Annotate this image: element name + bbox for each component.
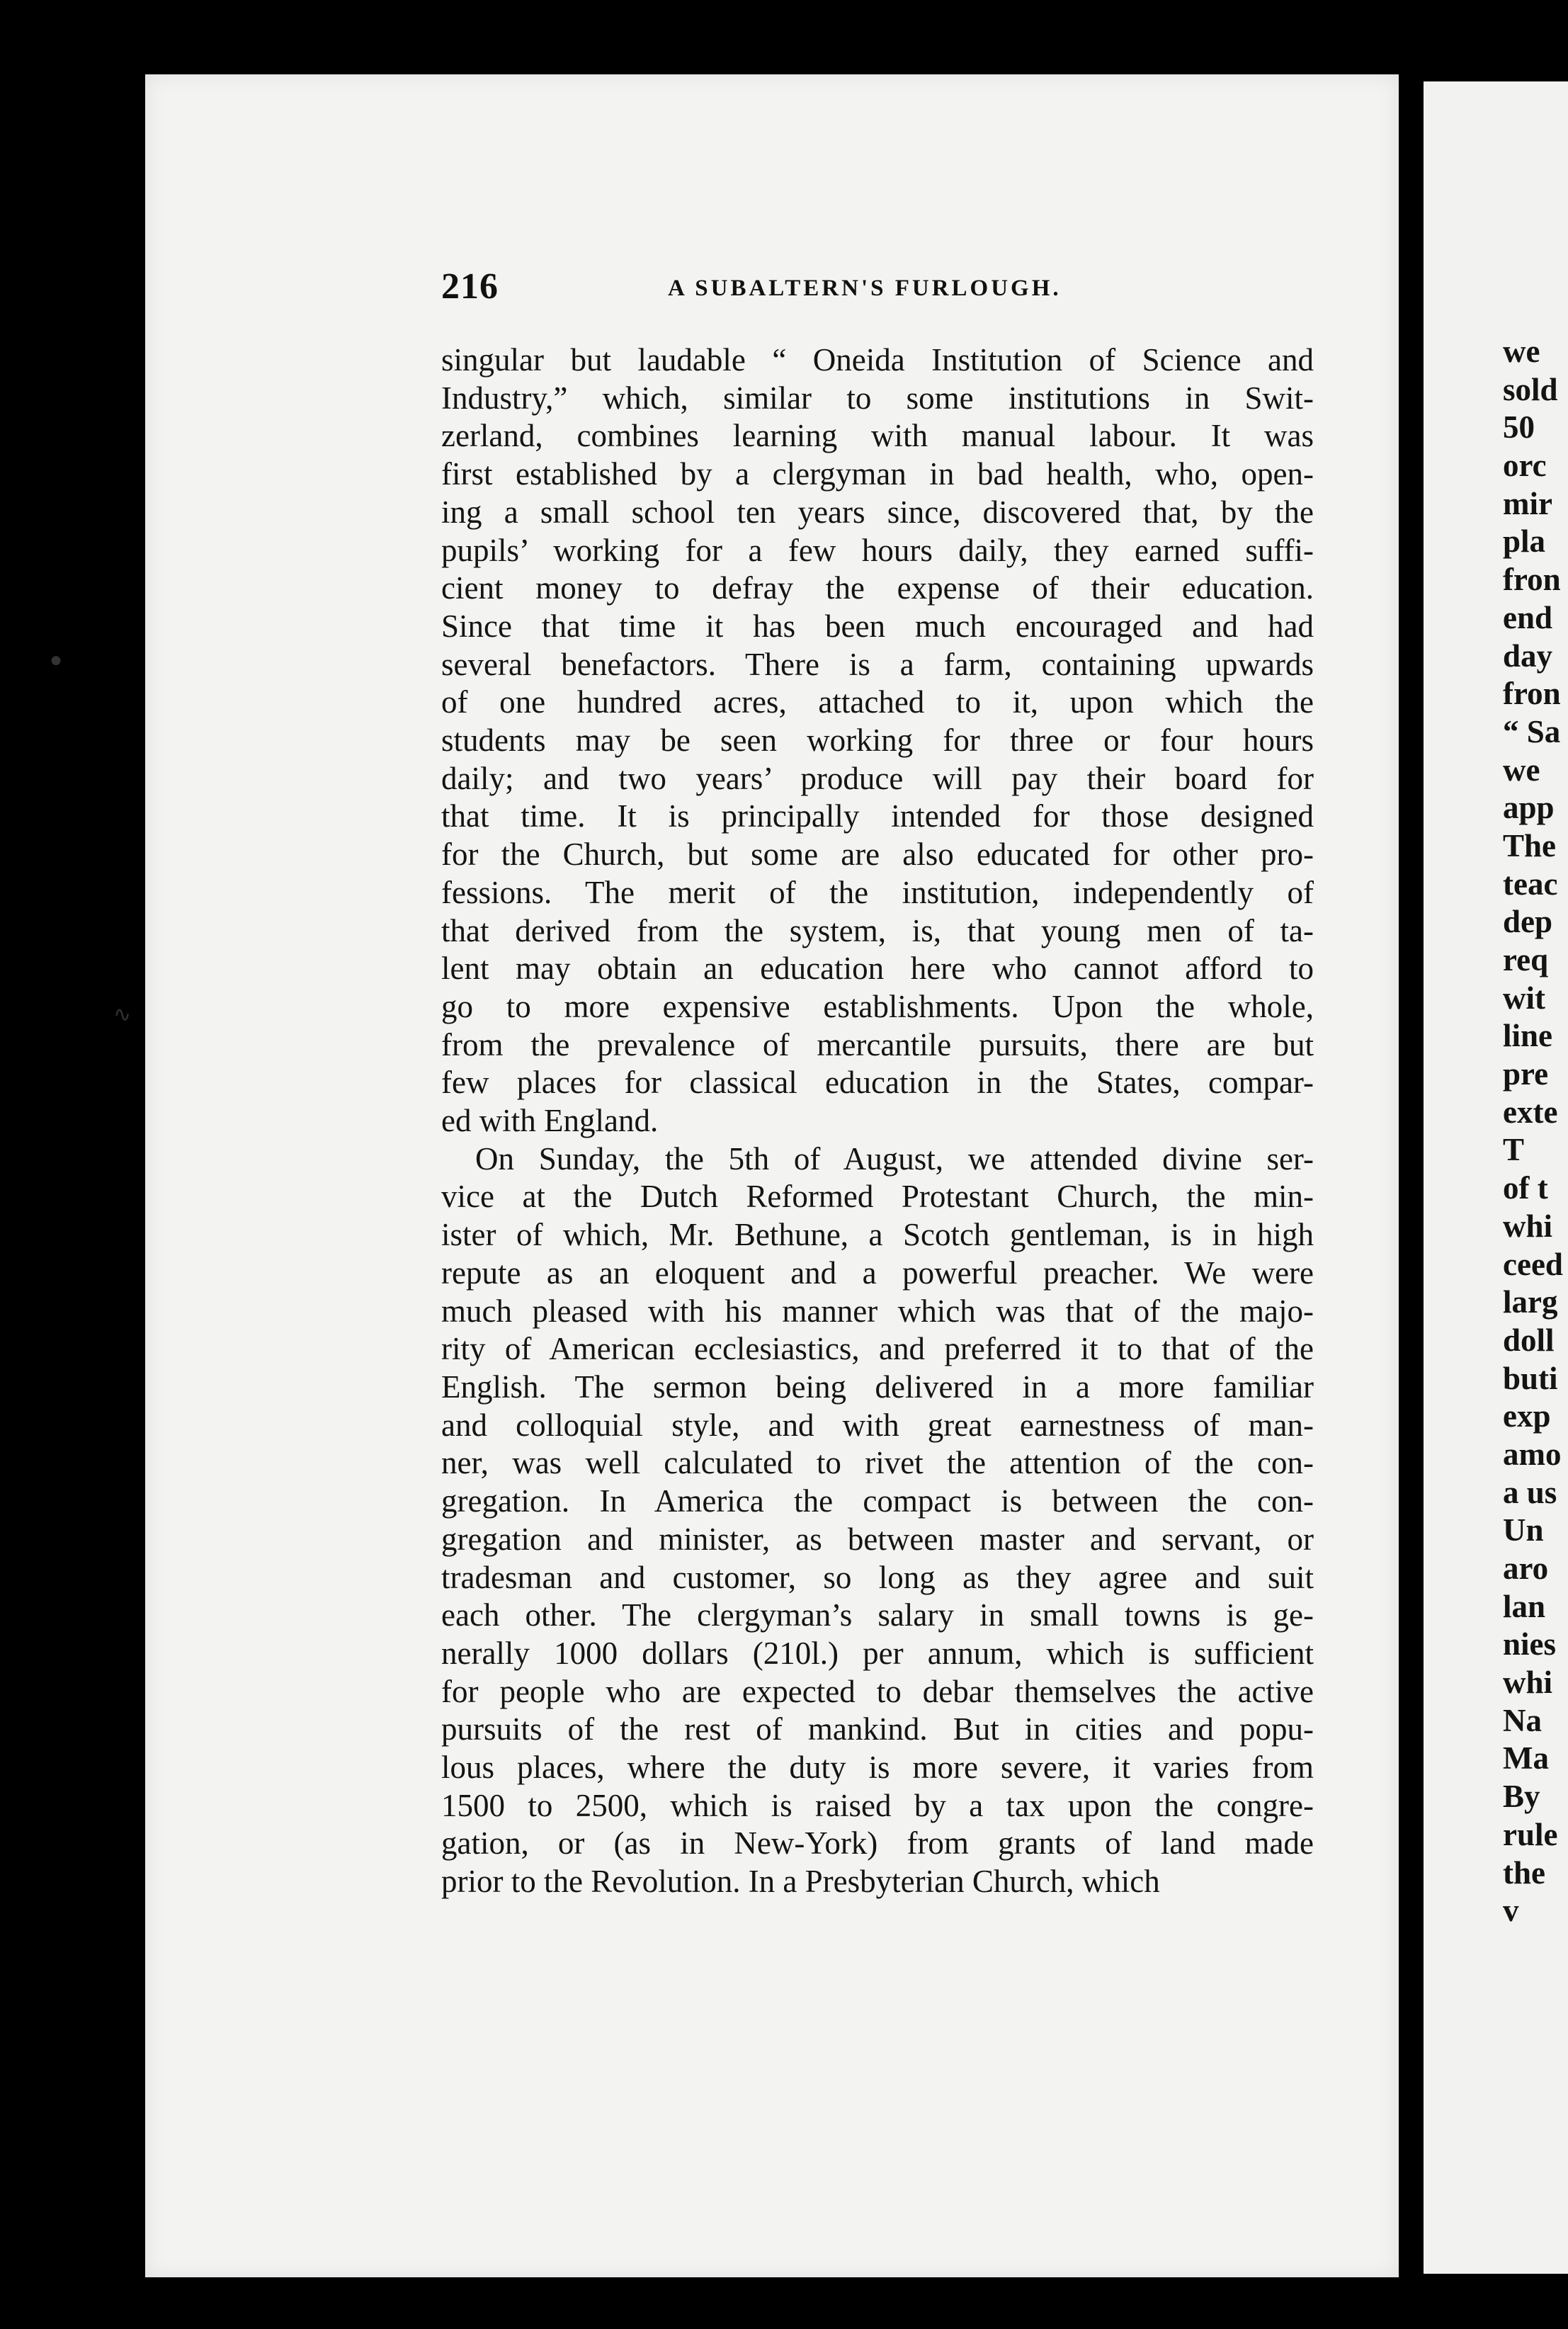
facing-fragment: Na <box>1503 1702 1542 1738</box>
text-line: gregation. In America the compact is between the con- <box>441 1483 1314 1519</box>
facing-fragment: pla <box>1503 523 1546 560</box>
text-line: and colloquial style, and with great earnestness of man- <box>441 1407 1314 1443</box>
facing-fragment: app <box>1503 790 1555 826</box>
text-line: each other. The clergyman’s salary in small towns is ge- <box>441 1597 1314 1633</box>
text-line: ing a small school ten years since, discovered that, by the <box>441 494 1314 530</box>
page-number: 216 <box>441 266 499 307</box>
facing-fragment: of t <box>1503 1170 1548 1206</box>
text-line: pupils’ working for a few hours daily, they earned suffi- <box>441 532 1314 568</box>
text-line: Industry,” which, similar to some institutions in Swit- <box>441 380 1314 416</box>
facing-fragment: req <box>1503 942 1549 978</box>
text-line: go to more expensive establishments. Upon the whole, <box>441 988 1314 1024</box>
facing-fragment: fron <box>1503 676 1561 712</box>
facing-fragment: “ Sa <box>1503 713 1561 749</box>
facing-fragment: whi <box>1503 1208 1553 1244</box>
text-line: gation, or (as in New-York) from grants of land made <box>441 1825 1314 1862</box>
text-line: tradesman and customer, so long as they agree and suit <box>441 1559 1314 1595</box>
text-line: several benefactors. There is a farm, containing upwards <box>441 646 1314 682</box>
running-head <box>441 266 1312 315</box>
text-line: ner, was well calculated to rivet the attention of the con- <box>441 1445 1314 1481</box>
facing-fragment: sold <box>1503 371 1558 407</box>
facing-fragment: amo <box>1503 1436 1562 1472</box>
facing-fragment: ceed <box>1503 1246 1563 1282</box>
facing-fragment: line <box>1503 1018 1553 1054</box>
text-line: that time. It is principally intended for those designed <box>441 798 1314 834</box>
facing-fragment: pre <box>1503 1056 1549 1092</box>
facing-fragment: fron <box>1503 562 1561 598</box>
running-title: A SUBALTERN'S FURLOUGH. <box>668 276 1062 301</box>
facing-fragment: aro <box>1503 1551 1549 1586</box>
text-line: of one hundred acres, attached to it, upon which the <box>441 684 1314 720</box>
text-line: that derived from the system, is, that young men of ta- <box>441 912 1314 948</box>
facing-fragment: exp <box>1503 1398 1551 1434</box>
text-line: prior to the Revolution. In a Presbyterian Church, which <box>441 1864 1160 1900</box>
text-line: zerland, combines learning with manual labour. It was <box>441 418 1314 454</box>
facing-fragment: end <box>1503 599 1553 635</box>
text-line: ed with England. <box>441 1103 659 1139</box>
facing-fragment: dep <box>1503 904 1553 940</box>
facing-fragment: the <box>1503 1854 1545 1891</box>
text-line: repute as an eloquent and a powerful preacher. We were <box>441 1254 1314 1291</box>
text-line: nerally 1000 dollars (210l.) per annum, which is sufficient <box>441 1635 1314 1671</box>
text-line: On Sunday, the 5th of August, we attended divine ser- <box>475 1140 1314 1177</box>
facing-fragment: The <box>1503 827 1557 863</box>
text-line: 1500 to 2500, which is raised by a tax upon the congre- <box>441 1787 1314 1823</box>
text-line: rity of American ecclesiastics, and preferred it to that of the <box>441 1331 1314 1367</box>
text-line: first established by a clergyman in bad health, who, open- <box>441 456 1314 492</box>
text-line: English. The sermon being delivered in a more familiar <box>441 1368 1314 1405</box>
text-line: fessions. The merit of the institution, independently of <box>441 874 1314 910</box>
facing-fragment: a us <box>1503 1474 1557 1510</box>
paragraph-1 <box>441 341 1314 1140</box>
text-line: students may be seen working for three or four hours <box>441 722 1314 759</box>
text-line: lent may obtain an education here who cannot afford to <box>441 951 1314 987</box>
text-line: Since that time it has been much encouraged and had <box>441 608 1314 644</box>
facing-fragment: we <box>1503 334 1540 369</box>
facing-fragment: lan <box>1503 1588 1546 1624</box>
body-text <box>441 341 1314 1901</box>
margin-speck: ∿ <box>113 1003 132 1026</box>
text-line: vice at the Dutch Reformed Protestant Church, the min- <box>441 1179 1314 1215</box>
text-line: from the prevalence of mercantile pursuits, there are but <box>441 1026 1314 1062</box>
facing-fragment: exte <box>1503 1094 1558 1130</box>
paragraph-2 <box>441 1140 1314 1901</box>
facing-fragment: By <box>1503 1779 1540 1815</box>
text-line: for the Church, but some are also educated for other pro- <box>441 837 1314 873</box>
facing-fragment: Un <box>1503 1512 1544 1548</box>
text-line: few places for classical education in the States, compar- <box>441 1065 1314 1101</box>
facing-page-text-fragments <box>1503 333 1568 1930</box>
text-line: ister of which, Mr. Bethune, a Scotch gentleman, is in high <box>441 1217 1314 1253</box>
text-line: much pleased with his manner which was that of the majo- <box>441 1293 1314 1329</box>
text-line: cient money to defray the expense of their education. <box>441 570 1314 606</box>
facing-fragment: T <box>1503 1132 1525 1168</box>
facing-fragment: Ma <box>1503 1740 1549 1776</box>
facing-fragment: wit <box>1503 980 1545 1016</box>
facing-fragment: buti <box>1503 1360 1558 1396</box>
facing-fragment: whi <box>1503 1665 1553 1701</box>
facing-fragment: rule <box>1503 1816 1558 1852</box>
text-line: lous places, where the duty is more severe, it varies from <box>441 1750 1314 1786</box>
facing-fragment: we <box>1503 752 1540 788</box>
text-line: gregation and minister, as between master and servant, or <box>441 1521 1314 1557</box>
facing-fragment: mir <box>1503 485 1552 521</box>
facing-fragment: v <box>1503 1893 1519 1929</box>
text-line: daily; and two years’ produce will pay their board for <box>441 760 1314 796</box>
facing-fragment: day <box>1503 638 1553 674</box>
facing-fragment: doll <box>1503 1322 1555 1358</box>
facing-fragment: nies <box>1503 1626 1557 1662</box>
text-line: pursuits of the rest of mankind. But in cities and popu- <box>441 1711 1314 1747</box>
facing-fragment: larg <box>1503 1284 1558 1320</box>
text-line: for people who are expected to debar themselves the active <box>441 1673 1314 1709</box>
text-line: singular but laudable “ Oneida Institution of Science and <box>441 342 1314 378</box>
facing-fragment: teac <box>1503 866 1558 902</box>
margin-speck: ● <box>50 648 63 672</box>
facing-fragment: orc <box>1503 448 1547 484</box>
facing-fragment: 50 <box>1503 409 1535 446</box>
